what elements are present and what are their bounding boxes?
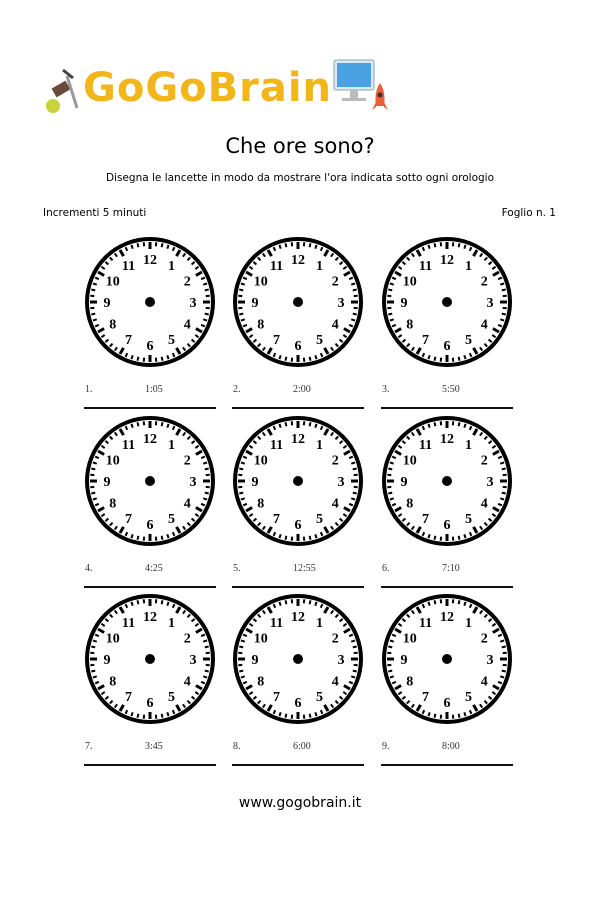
clock-number: 8	[109, 317, 117, 333]
clock-number: 11	[418, 437, 433, 453]
exercise-number: 1.	[85, 384, 93, 395]
clock-number: 10	[105, 631, 120, 647]
clock-number: 2	[331, 453, 339, 469]
answer-line[interactable]	[84, 407, 216, 409]
clock-number: 8	[257, 496, 265, 512]
answer-line[interactable]	[381, 586, 513, 588]
clock-number: 7	[273, 512, 280, 528]
clock-number: 4	[331, 674, 339, 690]
exercise-number: 3.	[382, 384, 390, 395]
clock-number: 6	[146, 518, 154, 533]
clock-number: 9	[103, 475, 111, 490]
clock-face[interactable]	[85, 594, 215, 724]
clock-number: 7	[125, 512, 132, 528]
page-title: Che ore sono?	[225, 134, 375, 158]
exercise-number: 4.	[85, 563, 93, 574]
telescope-icon	[45, 66, 85, 116]
clock-number: 8	[406, 496, 414, 512]
answer-line[interactable]	[381, 764, 513, 766]
answer-line[interactable]	[232, 586, 364, 588]
clock-number: 7	[422, 690, 429, 706]
clock-number: 11	[418, 258, 433, 274]
clock-center-dot	[442, 476, 452, 486]
clock-center-dot	[293, 297, 303, 307]
exercise-number: 7.	[85, 741, 93, 752]
footer-url: www.gogobrain.it	[238, 795, 362, 811]
clock-number: 7	[422, 333, 429, 349]
clock-center-dot	[442, 654, 452, 664]
clock-number: 2	[480, 453, 488, 469]
clock-face[interactable]	[85, 237, 215, 367]
clock-number: 5	[168, 333, 175, 349]
clock-number: 10	[105, 453, 120, 469]
clock-number: 12	[291, 610, 305, 625]
clock-number: 10	[253, 274, 268, 290]
clock-number: 1	[316, 437, 323, 453]
clock-number: 2	[183, 274, 191, 290]
clock-number: 12	[440, 253, 454, 268]
clock-number: 8	[406, 317, 414, 333]
clock-number: 9	[400, 296, 408, 311]
clock-number: 6	[146, 696, 154, 711]
logo-text: GoGoBrain	[83, 65, 333, 111]
clock-number: 8	[109, 496, 117, 512]
clock-number: 2	[480, 274, 488, 290]
clock-number: 7	[273, 333, 280, 349]
clock-number: 9	[103, 653, 111, 668]
clock-center-dot	[442, 297, 452, 307]
clock-number: 11	[121, 615, 136, 631]
clock-number: 8	[109, 674, 117, 690]
clock-number: 11	[121, 258, 136, 274]
clock-number: 10	[402, 274, 417, 290]
target-time: 7:10	[442, 563, 460, 574]
clock-number: 5	[316, 690, 323, 706]
clock-number: 3	[337, 475, 345, 490]
exercise-number: 9.	[382, 741, 390, 752]
answer-line[interactable]	[84, 764, 216, 766]
instructions: Disegna le lancette in modo da mostrare l'ora indicata sotto ogni orologio	[105, 172, 495, 184]
exercise-number: 5.	[233, 563, 241, 574]
clock-number: 11	[269, 258, 284, 274]
clock-number: 12	[291, 432, 305, 447]
clock-number: 1	[168, 615, 175, 631]
target-time: 2:00	[293, 384, 311, 395]
clock-number: 8	[257, 317, 265, 333]
clock-number: 12	[143, 610, 157, 625]
clock-number: 4	[480, 496, 488, 512]
clock-number: 2	[183, 631, 191, 647]
clock-face[interactable]	[382, 416, 512, 546]
clock-number: 12	[291, 253, 305, 268]
clock-number: 4	[480, 317, 488, 333]
exercise-number: 2.	[233, 384, 241, 395]
clock-number: 5	[168, 512, 175, 528]
sheet-number: Foglio n. 1	[501, 207, 556, 219]
clock-number: 1	[168, 258, 175, 274]
clock-number: 10	[253, 631, 268, 647]
clock-number: 11	[418, 615, 433, 631]
clock-number: 2	[331, 274, 339, 290]
clock-number: 6	[294, 339, 302, 354]
clock-center-dot	[145, 654, 155, 664]
clock-number: 10	[402, 453, 417, 469]
exercise-number: 8.	[233, 741, 241, 752]
rocket-icon	[371, 82, 389, 112]
clock-number: 5	[316, 333, 323, 349]
clock-number: 9	[251, 296, 259, 311]
clock-number: 12	[143, 432, 157, 447]
clock-number: 4	[183, 317, 191, 333]
clock-number: 8	[257, 674, 265, 690]
clock-number: 5	[465, 333, 472, 349]
clock-number: 3	[189, 296, 197, 311]
target-time: 3:45	[145, 741, 163, 752]
clock-number: 1	[316, 258, 323, 274]
clock-number: 6	[146, 339, 154, 354]
target-time: 6:00	[293, 741, 311, 752]
clock-number: 7	[273, 690, 280, 706]
clock-number: 12	[440, 432, 454, 447]
clock-number: 3	[486, 296, 494, 311]
clock-face[interactable]	[233, 416, 363, 546]
clock-number: 4	[331, 317, 339, 333]
target-time: 12:55	[293, 563, 316, 574]
clock-center-dot	[145, 297, 155, 307]
clock-number: 3	[189, 475, 197, 490]
target-time: 1:05	[145, 384, 163, 395]
clock-number: 9	[103, 296, 111, 311]
answer-line[interactable]	[232, 764, 364, 766]
clock-number: 10	[402, 631, 417, 647]
clock-number: 6	[443, 696, 451, 711]
clock-center-dot	[293, 654, 303, 664]
target-time: 5:50	[442, 384, 460, 395]
target-time: 4:25	[145, 563, 163, 574]
clock-center-dot	[145, 476, 155, 486]
exercise-number: 6.	[382, 563, 390, 574]
clock-number: 7	[125, 333, 132, 349]
clock-number: 9	[251, 475, 259, 490]
clock-center-dot	[293, 476, 303, 486]
gogobrain-logo	[45, 58, 390, 114]
clock-number: 5	[168, 690, 175, 706]
clock-number: 6	[443, 518, 451, 533]
clock-number: 6	[294, 518, 302, 533]
clock-number: 2	[183, 453, 191, 469]
clock-number: 9	[251, 653, 259, 668]
clock-number: 5	[465, 690, 472, 706]
clock-number: 4	[331, 496, 339, 512]
clock-face[interactable]	[233, 594, 363, 724]
clock-number: 3	[337, 296, 345, 311]
clock-number: 11	[269, 437, 284, 453]
answer-line[interactable]	[232, 407, 364, 409]
monitor-icon	[332, 58, 376, 108]
clock-number: 7	[125, 690, 132, 706]
clock-number: 12	[440, 610, 454, 625]
clock-face[interactable]	[233, 237, 363, 367]
clock-number: 1	[465, 258, 472, 274]
clock-number: 2	[480, 631, 488, 647]
clock-number: 5	[465, 512, 472, 528]
clock-number: 11	[269, 615, 284, 631]
clock-number: 4	[183, 496, 191, 512]
clock-number: 1	[465, 615, 472, 631]
clock-number: 3	[486, 475, 494, 490]
clock-number: 1	[316, 615, 323, 631]
clock-number: 10	[105, 274, 120, 290]
increment-label: Incrementi 5 minuti	[43, 207, 147, 219]
clock-face[interactable]	[85, 416, 215, 546]
clock-number: 8	[406, 674, 414, 690]
clock-number: 4	[183, 674, 191, 690]
clock-number: 12	[143, 253, 157, 268]
clock-number: 3	[189, 653, 197, 668]
clock-number: 6	[443, 339, 451, 354]
clock-number: 11	[121, 437, 136, 453]
answer-line[interactable]	[381, 407, 513, 409]
clock-number: 1	[465, 437, 472, 453]
target-time: 8:00	[442, 741, 460, 752]
clock-number: 9	[400, 653, 408, 668]
clock-number: 3	[486, 653, 494, 668]
clock-face[interactable]	[382, 594, 512, 724]
clock-number: 7	[422, 512, 429, 528]
clock-number: 10	[253, 453, 268, 469]
answer-line[interactable]	[84, 586, 216, 588]
clock-number: 4	[480, 674, 488, 690]
clock-number: 6	[294, 696, 302, 711]
clock-number: 3	[337, 653, 345, 668]
clock-number: 1	[168, 437, 175, 453]
clock-number: 2	[331, 631, 339, 647]
clock-number: 9	[400, 475, 408, 490]
clock-number: 5	[316, 512, 323, 528]
clock-face[interactable]	[382, 237, 512, 367]
